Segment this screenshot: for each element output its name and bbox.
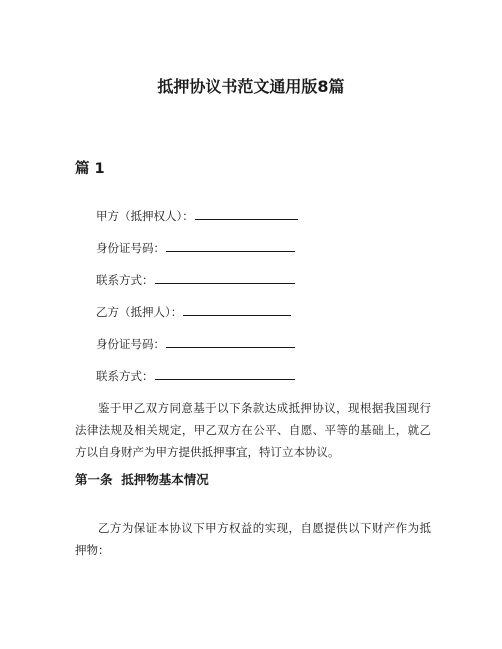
fill-in-blank bbox=[166, 239, 295, 252]
section-heading: 篇 1 bbox=[75, 161, 105, 177]
fill-in-blank bbox=[195, 207, 298, 220]
field-mortgagee bbox=[96, 207, 298, 225]
field-mortgagor-id bbox=[96, 335, 295, 353]
fill-in-blank bbox=[166, 335, 295, 348]
fill-in-blank bbox=[155, 367, 295, 380]
field-label: 甲方（抵押权人）： bbox=[96, 209, 194, 223]
field-mortgagor bbox=[96, 303, 291, 321]
field-label: 联系方式： bbox=[96, 369, 154, 383]
article-heading: 第一条 抵押物基本情况 bbox=[75, 472, 209, 487]
document-title: 抵押协议书范文通用版8篇 bbox=[157, 77, 345, 96]
intro-paragraph: 鉴于甲乙双方同意基于以下条款达成抵押协议，现根据我国现行法律法规及相关规定，甲乙双方在公平、自愿、平等的基础上，就乙方以自身财产为甲方提供抵押事宜，特订立本协议。 bbox=[75, 401, 431, 459]
field-label: 身份证号码： bbox=[96, 337, 165, 351]
field-mortgagee-id bbox=[96, 239, 295, 257]
article-paragraph: 乙方为保证本协议下甲方权益的实现，自愿提供以下财产作为抵押物： bbox=[75, 521, 431, 557]
field-label: 身份证号码： bbox=[96, 241, 165, 255]
field-mortgagor-contact bbox=[96, 367, 295, 385]
field-label: 乙方（抵押人）： bbox=[96, 305, 183, 319]
fill-in-blank bbox=[155, 271, 295, 284]
field-label: 联系方式： bbox=[96, 273, 154, 287]
fill-in-blank bbox=[183, 303, 291, 316]
field-mortgagee-contact bbox=[96, 271, 295, 289]
